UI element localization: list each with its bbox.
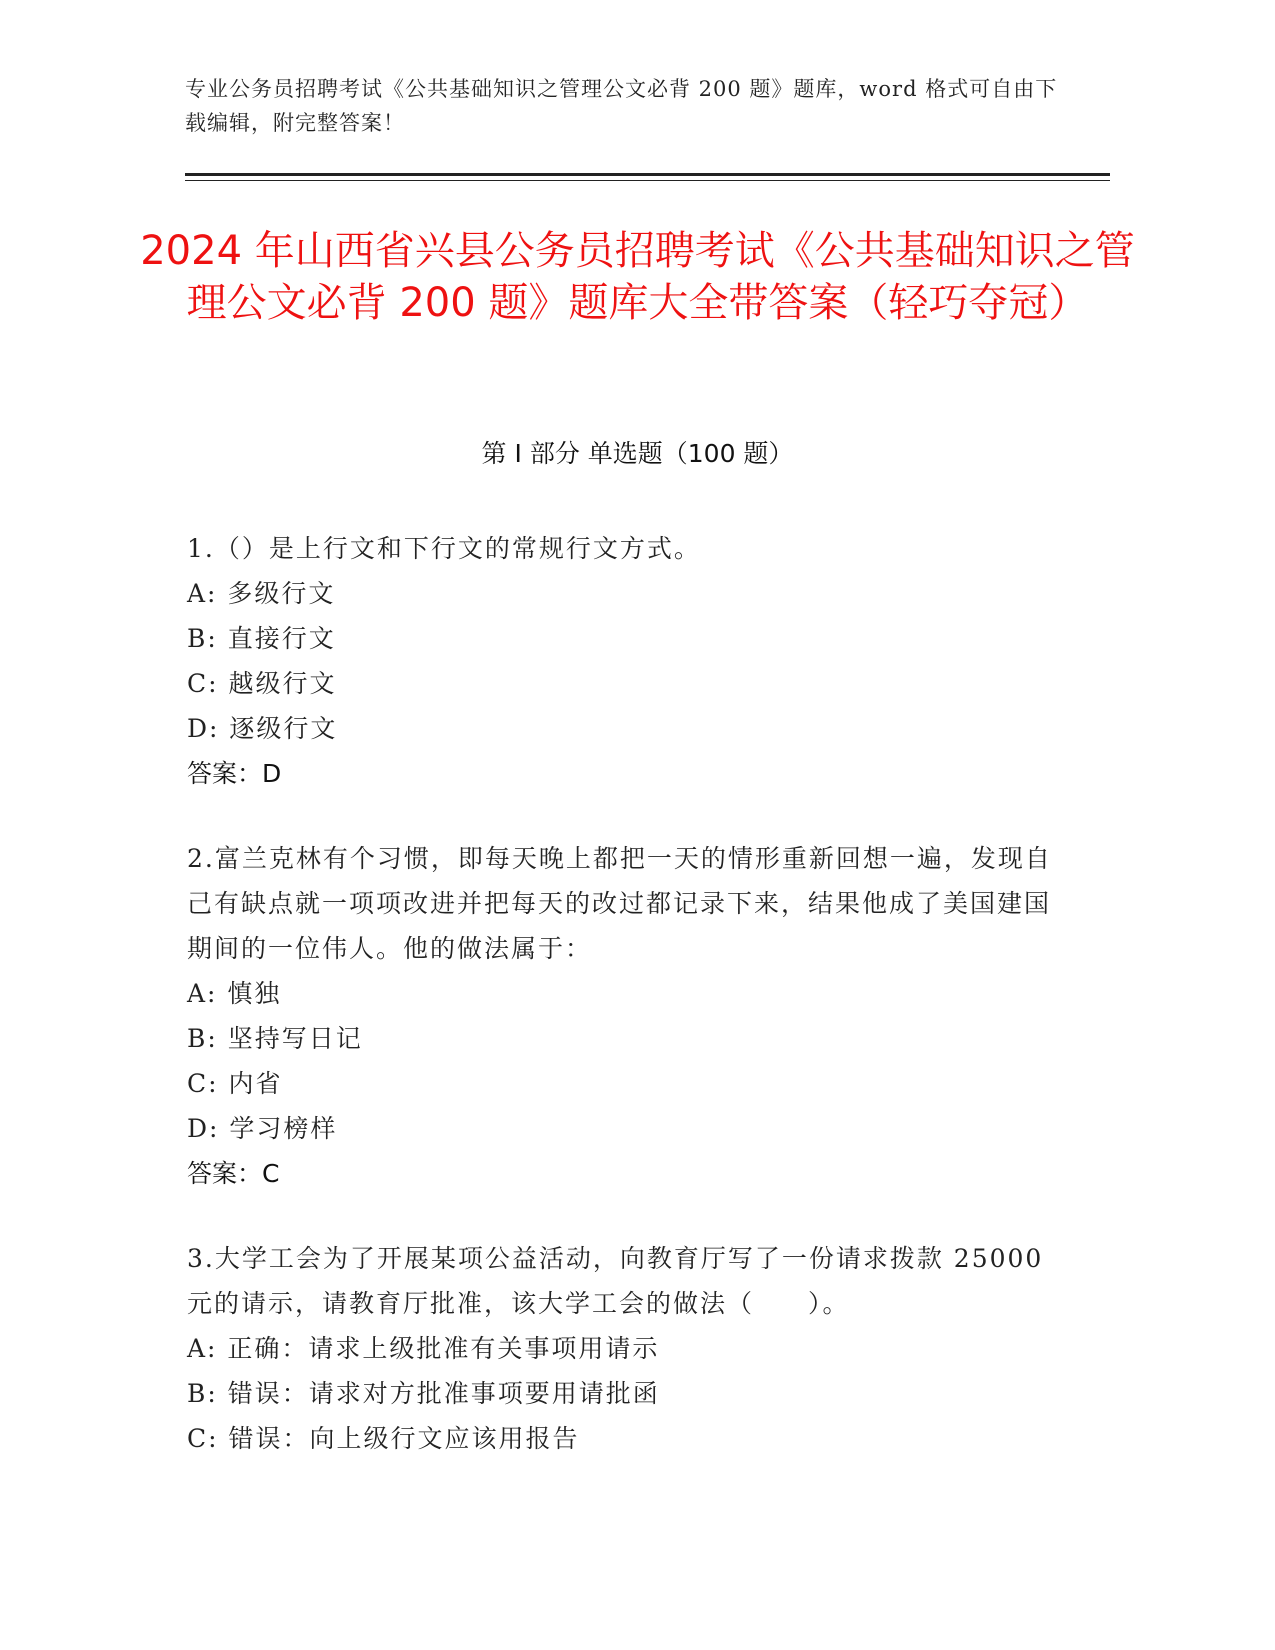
question-stem: 1.（）是上行文和下行文的常规行文方式。 — [187, 534, 701, 563]
question-3 — [187, 1236, 1077, 1461]
option-d: D: 逐级行文 — [187, 714, 338, 743]
option-d: D: 学习榜样 — [187, 1114, 338, 1143]
option-c: C: 错误：向上级行文应该用报告 — [187, 1424, 580, 1453]
option-a: A: 多级行文 — [187, 579, 336, 608]
option-b: B: 直接行文 — [187, 624, 336, 653]
page-header: 专业公务员招聘考试《公共基础知识之管理公文必背 200 题》题库，word 格式可自由下载编辑，附完整答案！ — [185, 77, 1058, 135]
header-divider-thin — [185, 180, 1110, 181]
question-stem: 2.富兰克林有个习惯，即每天晚上都把一天的情形重新回想一遍，发现自己有缺点就一项项改进并把每天的改过都记录下来，结果他成了美国建国期间的一位伟人。他的做法属于： — [187, 844, 1052, 963]
option-c: C: 越级行文 — [187, 669, 337, 698]
answer: 答案：D — [187, 759, 282, 788]
option-b: B: 坚持写日记 — [187, 1024, 363, 1053]
option-a: A: 慎独 — [187, 979, 282, 1008]
option-c: C: 内省 — [187, 1069, 283, 1098]
header-divider-thick — [185, 173, 1110, 176]
option-a: A: 正确：请求上级批准有关事项用请示 — [187, 1334, 660, 1363]
question-2 — [187, 836, 1077, 1196]
option-b: B: 错误：请求对方批准事项要用请批函 — [187, 1379, 660, 1408]
question-stem: 3.大学工会为了开展某项公益活动，向教育厅写了一份请求拨款 25000 元的请示，请教育厅批准，该大学工会的做法（ ）。 — [187, 1244, 1044, 1318]
question-1 — [187, 526, 1077, 796]
question-list — [187, 526, 1077, 1501]
section-title: 第 I 部分 单选题（100 题） — [481, 439, 794, 468]
answer: 答案：C — [187, 1159, 280, 1188]
document-title: 2024 年山西省兴县公务员招聘考试《公共基础知识之管理公文必背 200 题》题库大全带答案（轻巧夺冠） — [140, 228, 1135, 326]
